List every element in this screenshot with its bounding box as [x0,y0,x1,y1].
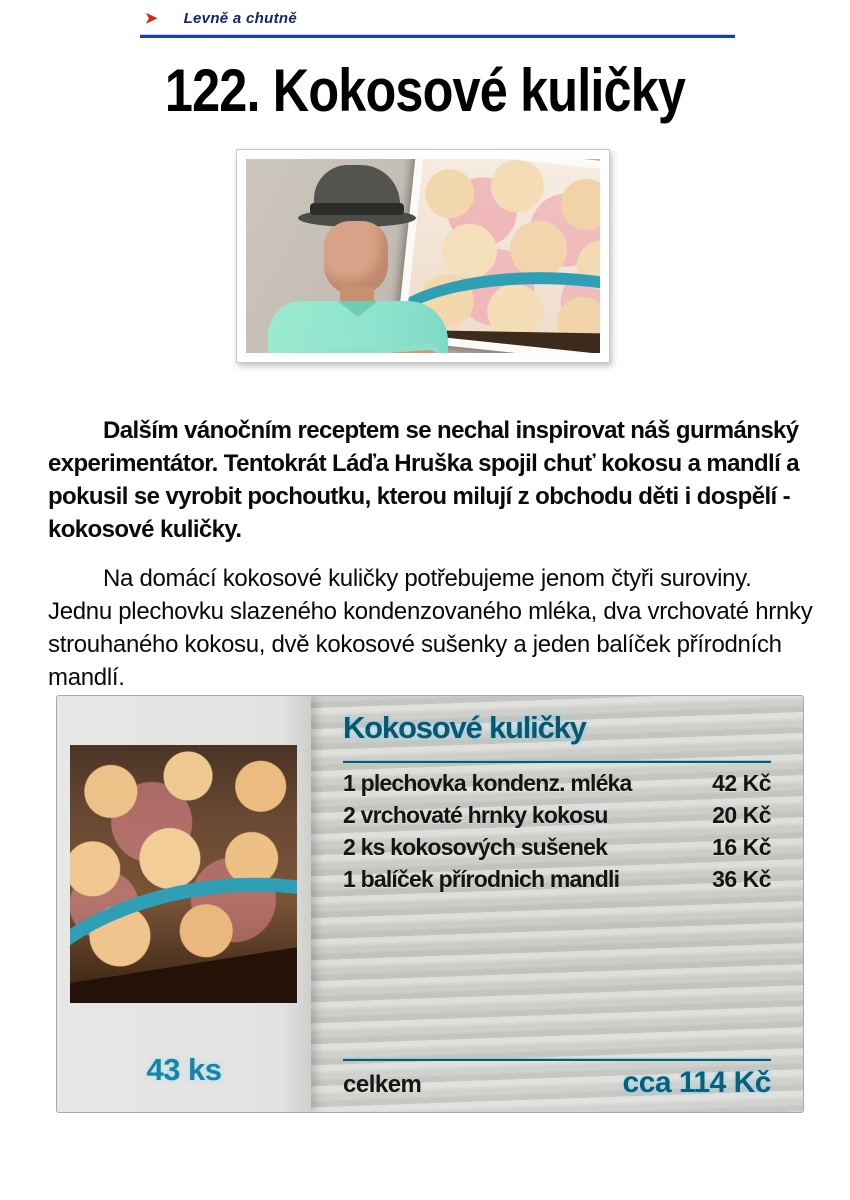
ingredient-price: 42 Kč [712,770,771,796]
page-header [145,10,297,27]
ingredient-row [343,770,771,802]
ingredient-label: 2 ks kokosových sušenek [343,834,608,860]
ingredient-price: 16 Kč [712,834,771,860]
hero-photo-scene [246,159,600,353]
body-paragraph: Na domácí kokosové kuličky potřebujeme jenom čtyři suroviny. Jednu plechovku slazeného kondenzovaného mléka, dva vrchovaté hrnky strouhaného kokosu, dvě kokosové sušenky a jeden balíček přírodních mandlí. [48,565,813,691]
tv-host-figure [246,159,436,353]
ingredient-label: 1 plechovka kondenz. mléka [343,770,632,796]
tv-photo-card [57,696,311,1112]
hero-photo [236,149,610,363]
total-price: cca 114 Kč [622,1066,771,1099]
series-title: Levně a chutně [183,10,297,27]
tv-coconut-balls-image [70,745,297,1003]
ingredient-rows [343,770,771,898]
tv-screenshot [56,695,804,1113]
ingredient-row [343,866,771,898]
ingredient-label: 2 vrchovaté hrnky kokosu [343,802,608,828]
ingredient-label: 1 balíček přírodnich mandli [343,866,620,892]
piece-count: 43 ks [146,1052,222,1087]
total-label: celkem [343,1071,422,1098]
total-row [343,1066,771,1100]
ingredient-price: 20 Kč [712,802,771,828]
header-rule [140,34,735,38]
ingredient-row [343,802,771,834]
ingredient-row [343,834,771,866]
page-title: 122. Kokosové kuličky [164,57,686,124]
host-face [324,221,388,295]
bullet-arrow-icon: ➤ [145,10,158,27]
price-list [343,696,771,1112]
price-list-rule-bottom [343,1058,771,1061]
price-list-rule-top [343,760,771,763]
price-list-title: Kokosové kuličky [343,710,586,745]
hat-band [310,203,404,215]
ingredient-price: 36 Kč [712,866,771,892]
intro-paragraph: Dalším vánočním receptem se nechal inspirovat náš gurmánský experimentátor. Tentokrát Láďa Hruška spojil chuť kokosu a mandlí a pokusil se vyrobit pochoutku, kterou milují z obchodu děti i dospělí - kokosové kuličky. [48,417,799,543]
